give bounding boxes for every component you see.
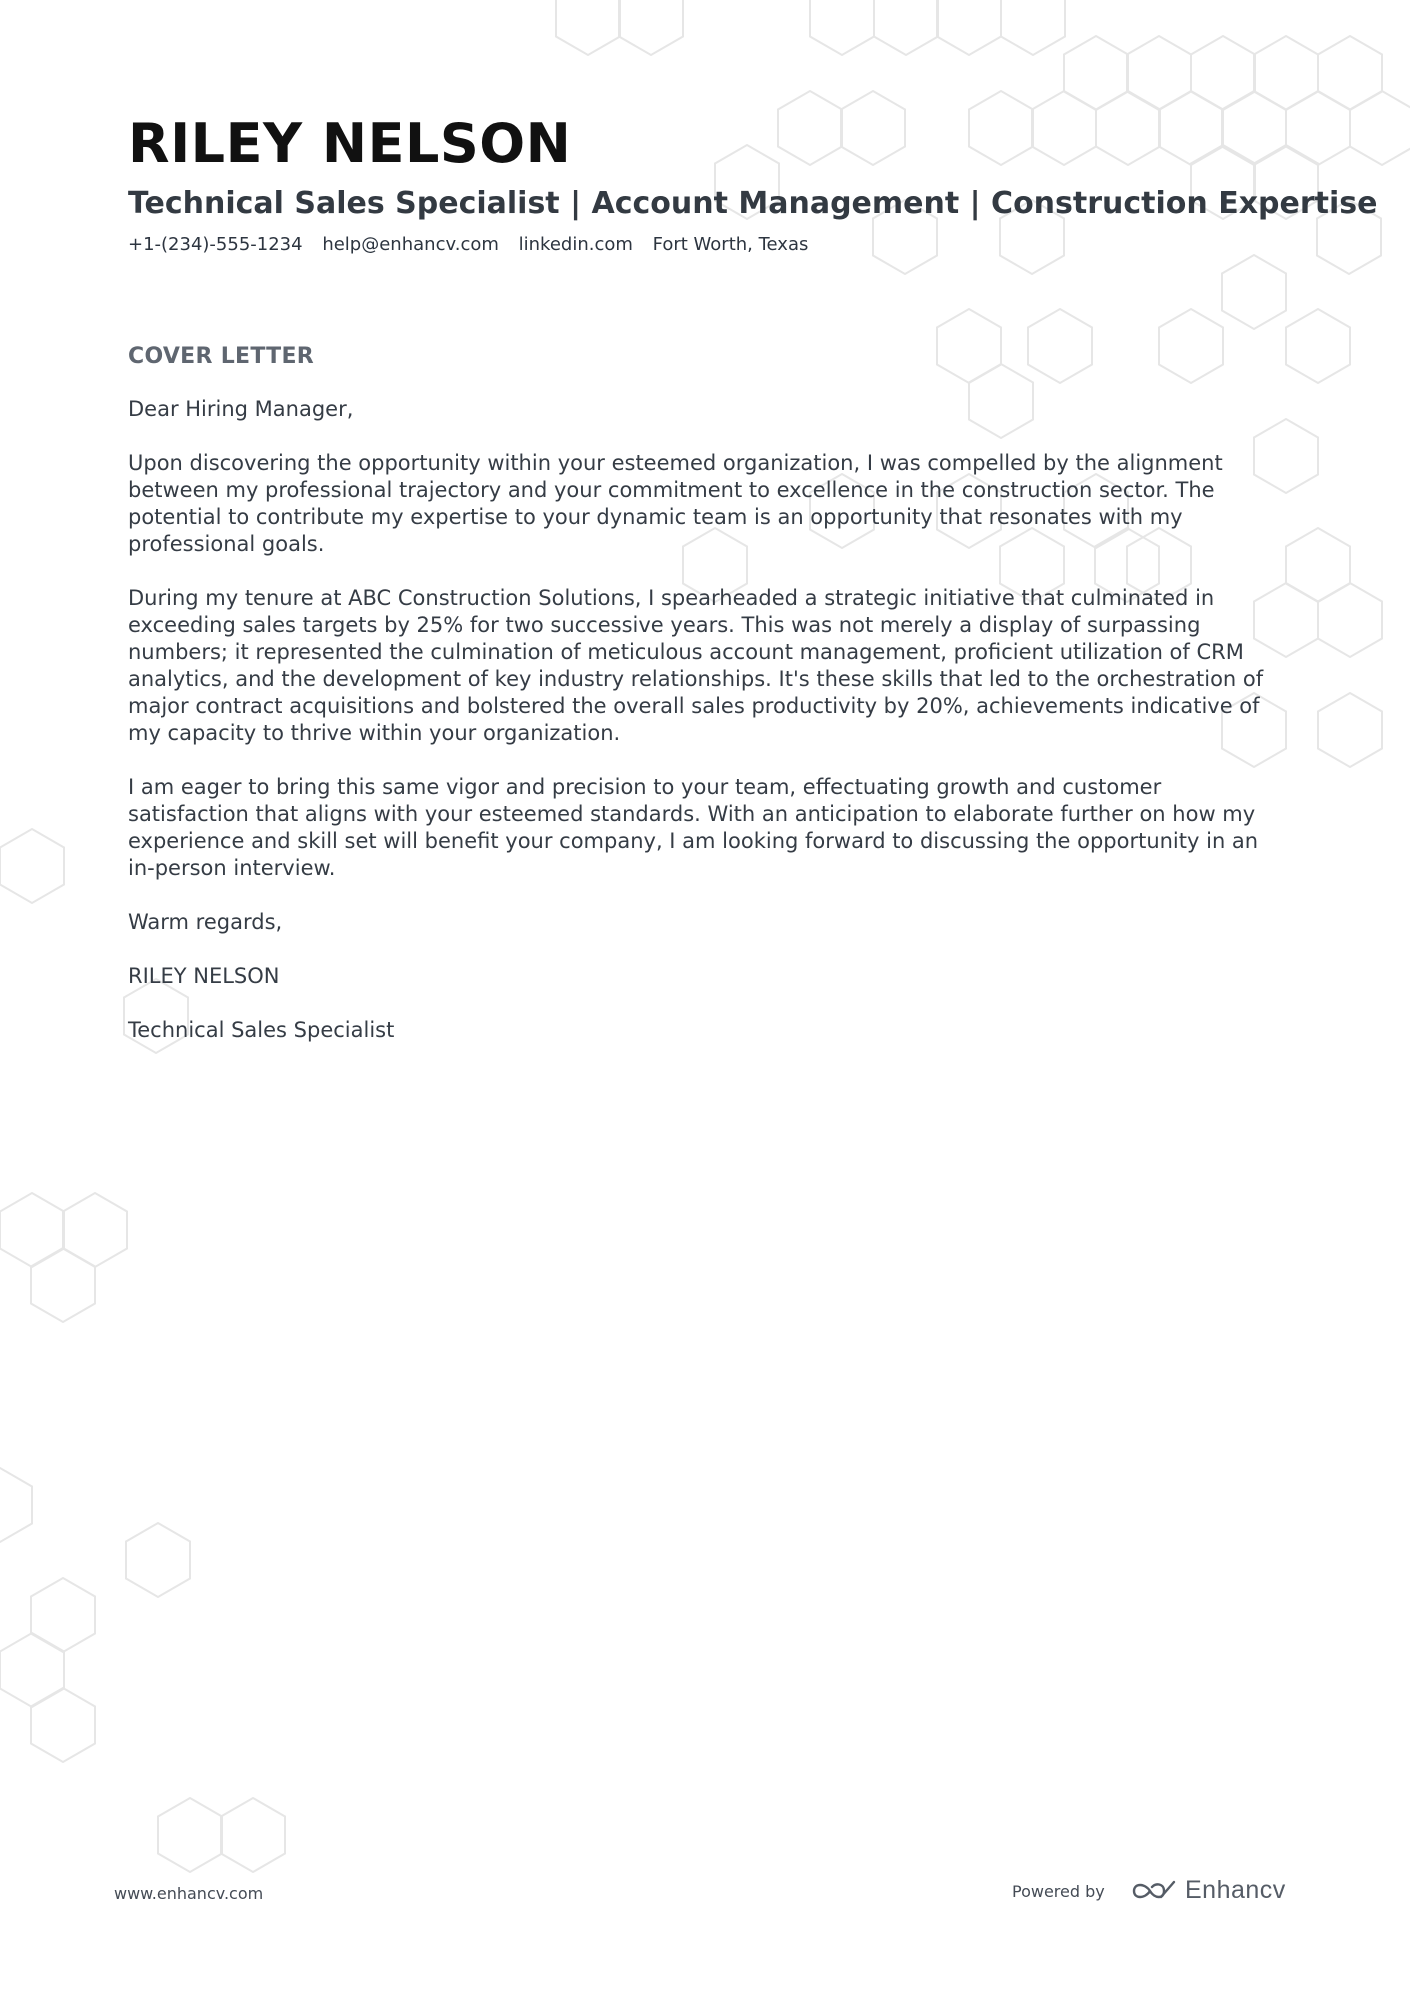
- letter-closing: Warm regards,: [128, 910, 283, 934]
- applicant-headline: Technical Sales Specialist | Account Management | Construction Expertise: [128, 186, 1378, 221]
- section-title-cover-letter: COVER LETTER: [128, 344, 315, 369]
- footer-website-link[interactable]: www.enhancv.com: [114, 1884, 264, 1903]
- phone-number[interactable]: +1-(234)-555-1234: [128, 234, 303, 255]
- letter-paragraph: I am eager to bring this same vigor and precision to your team, effectuating growth and customer satisfaction that aligns with your esteemed standards. With an anticipation to elaborate further on how my experience and skill set will benefit your company, I am looking forward to discussing the opportunity in an in-person interview.: [128, 775, 1259, 880]
- contact-info: [128, 234, 822, 255]
- email-address[interactable]: help@enhancv.com: [322, 234, 499, 255]
- applicant-name: RILEY NELSON: [128, 112, 572, 175]
- signature-title: Technical Sales Specialist: [128, 1018, 395, 1042]
- letter-greeting: Dear Hiring Manager,: [128, 397, 354, 421]
- powered-by-label: Powered by: [1012, 1882, 1105, 1901]
- signature-name: RILEY NELSON: [128, 964, 280, 988]
- letter-paragraph: Upon discovering the opportunity within your esteemed organization, I was compelled by the alignment between my professional trajectory and your commitment to excellence in the construction sector. The potential to contribute my expertise to your dynamic team is an opportunity that resonates with my professional goals.: [128, 451, 1223, 556]
- letter-body: [128, 396, 1278, 1071]
- letter-paragraph: During my tenure at ABC Construction Solutions, I spearheaded a strategic initiative that culminated in exceeding sales targets by 25% for two successive years. This was not merely a display of surpassing numbers; it represented the culmination of meticulous account management, proficient utilization of CRM analytics, and the development of key industry relationships. It's these skills that led to the orchestration of major contract acquisitions and bolstered the overall sales productivity by 20%, achievements indicative of my capacity to thrive within your organization.: [128, 586, 1264, 745]
- enhancv-brand-name: Enhancv: [1185, 1876, 1286, 1904]
- location: Fort Worth, Texas: [652, 234, 809, 255]
- linkedin-link[interactable]: linkedin.com: [518, 234, 633, 255]
- enhancv-logo[interactable]: [1131, 1876, 1286, 1905]
- enhancv-logo-icon: [1131, 1878, 1177, 1904]
